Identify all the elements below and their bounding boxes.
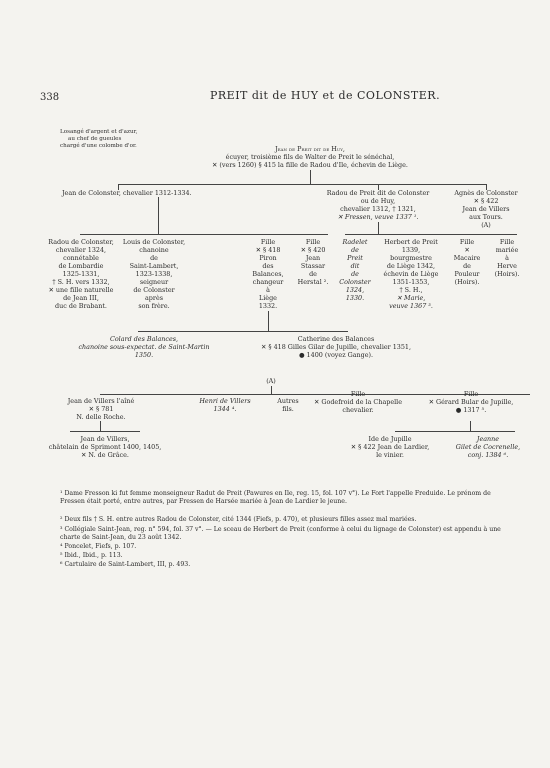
- footnote-1: ¹ Dame Fresson ki fut femme monseigneur Radut de Preit (Pawures en Ile, reg. 15, fol. 107 v°). Le Fort l'appelle Freduide. Le prénom de Fressen était porté, entre autres, par Fressen de Harsée mariée à Jean de Lardier le jeune.: [60, 490, 491, 505]
- person-line: Saint-Lambert,: [129, 262, 179, 270]
- person-line: ✕ § 418 Gilles Gilar de Jupille, chevalier 1351,: [260, 343, 412, 351]
- person-jean-de-villers-aine: [56, 397, 146, 421]
- person-line: Jean de Villers: [462, 205, 510, 213]
- person-line: à: [266, 286, 270, 294]
- person-line: ✕ une fille naturelle: [48, 286, 114, 294]
- person-line: ✕ Gérard Bular de Jupille,: [428, 398, 514, 406]
- root-person: [200, 145, 420, 169]
- person-line: de Liège 1342,: [386, 262, 436, 270]
- person-line: Catherine des Balances: [297, 335, 375, 343]
- person-line: Radou de Colonster,: [48, 238, 114, 246]
- tree-line: [470, 421, 471, 431]
- person-line: † S. H.,: [399, 286, 423, 294]
- person-line: aux Tours.: [469, 213, 503, 221]
- person-line: Fille: [463, 390, 479, 398]
- person-line: Gilet de Cocrenelle,: [455, 443, 521, 451]
- person-fille-stassar: [292, 238, 334, 286]
- person-catherine-des-balances: [236, 335, 436, 359]
- person-line: de: [150, 254, 158, 262]
- person-line: chevalier 1324,: [55, 246, 107, 254]
- person-line: à: [505, 254, 509, 262]
- person-line: ● 1317 ⁵.: [455, 406, 487, 414]
- person-line: Radou de Preit dit de Colonster: [326, 189, 430, 197]
- person-line: des: [262, 262, 274, 270]
- person-line: Ide de Jupille: [368, 435, 412, 443]
- tree-line: [395, 431, 515, 432]
- person-line: chanoine: [139, 246, 169, 254]
- person-line: Jeanne: [476, 435, 500, 443]
- person-autres-fils: [268, 397, 308, 413]
- person-line: (Hoirs).: [494, 270, 520, 278]
- person-line: ✕ § 420: [300, 246, 326, 254]
- person-line: ✕ Fressen, veuve 1337 ¹.: [337, 213, 419, 221]
- person-line: échevin de Liège: [383, 270, 439, 278]
- page-title: PREIT dit de HUY et de COLONSTER.: [210, 89, 441, 102]
- person-line: seigneur: [139, 278, 169, 286]
- person-line: Herve: [497, 262, 517, 270]
- root-marriage: ✕ (vers 1260) § 415 la fille de Radou d'Ile, échevin de Liège.: [212, 161, 408, 169]
- person-line: 1350.: [134, 351, 154, 359]
- person-line: connétable: [63, 254, 99, 262]
- person-line: 1324,: [345, 286, 365, 294]
- person-line: ✕ § 422: [473, 197, 499, 205]
- tree-line: [268, 311, 269, 331]
- person-line: Jean de Villers,: [80, 435, 130, 443]
- person-line: Balances,: [252, 270, 284, 278]
- tree-line: [80, 234, 328, 235]
- person-line: (Hoirs).: [454, 278, 480, 286]
- person-line: Preit: [347, 254, 363, 262]
- person-line: Fille: [350, 390, 366, 398]
- person-fille-godefroid: [308, 390, 408, 414]
- person-fille-piron: [246, 238, 290, 310]
- person-line: fils.: [282, 405, 294, 413]
- blazon-text: [60, 129, 137, 150]
- person-line: ou de Huy,: [360, 197, 396, 205]
- person-herbert-de-preit: [376, 238, 446, 310]
- person-line: 1344 ⁴.: [213, 405, 237, 413]
- tree-line: [310, 170, 311, 184]
- person-line: changeur: [252, 278, 284, 286]
- person-line: chevalier.: [342, 406, 374, 414]
- person-louis-de-colonster: [118, 238, 190, 310]
- tree-line: [70, 431, 140, 432]
- person-line: Colonster: [339, 278, 371, 286]
- tree-line: [100, 421, 101, 431]
- person-line: après: [144, 294, 164, 302]
- person-line: son frère.: [138, 302, 170, 310]
- person-jean-de-villers-chatelain: [30, 435, 180, 459]
- person-line: de: [463, 262, 471, 270]
- person-line: Herstal ².: [297, 278, 329, 286]
- person-line: mariée: [495, 246, 519, 254]
- person-line: Stassar: [300, 262, 326, 270]
- person-line: duc de Brabant.: [55, 302, 107, 310]
- section-a-label: (A): [266, 377, 276, 385]
- person-line: Radelet: [342, 238, 368, 246]
- root-title: écuyer, troisième fils de Walter de Preit le sénéchal,: [225, 153, 395, 161]
- person-colard-des-balances: [64, 335, 224, 359]
- tree-line: [118, 184, 486, 185]
- person-line: Agnès de Colonster: [454, 189, 518, 197]
- person-line: 1323-1338,: [135, 270, 173, 278]
- person-line: de: [351, 246, 359, 254]
- person-ide-de-jupille: [340, 435, 440, 459]
- tree-line: [345, 234, 517, 235]
- person-line: ✕ N. de Grâce.: [81, 451, 129, 459]
- person-line: Piron: [259, 254, 277, 262]
- footnote-5: ⁵ Ibid., Ibid., p. 113.: [60, 552, 123, 559]
- person-line: ✕ Godefroid de la Chapelle: [314, 398, 402, 406]
- person-radou-de-colonster: [45, 238, 117, 310]
- person-line: Autres: [277, 397, 299, 405]
- person-line: de: [351, 270, 359, 278]
- tree-line: [158, 197, 159, 234]
- person-line: 1332.: [258, 302, 278, 310]
- tree-line: [378, 222, 379, 234]
- person-line: ● 1400 (voyez Gange).: [298, 351, 374, 359]
- person-line: Pouleur: [454, 270, 480, 278]
- person-line: dit: [350, 262, 360, 270]
- person-line: Jean de Villers l'aîné: [67, 397, 135, 405]
- footnote-2: ² Deux fils † S. H. entre autres Radou de Colonster, cité 1344 (Fiefs, p. 470), et plusieurs filles assez mal mariées.: [60, 516, 417, 523]
- person-line: ✕ § 422 Jean de Lardier,: [350, 443, 430, 451]
- person-line: 1325-1331,: [62, 270, 100, 278]
- blazon-line: au chef de gueules: [68, 136, 122, 142]
- person-line: de Lombardie: [58, 262, 104, 270]
- person-fille-bular: [416, 390, 526, 414]
- person-line: 1330.: [345, 294, 365, 302]
- page-number: 338: [40, 92, 60, 103]
- person-jean-de-colonster: Jean de Colonster, chevalier 1312-1334.: [62, 189, 192, 197]
- person-line: chanoine sous-expectat. de Saint-Martin: [78, 343, 210, 351]
- person-line: de: [309, 270, 317, 278]
- ref-a: (A): [481, 221, 491, 229]
- person-line: ✕ § 781: [88, 405, 114, 413]
- tree-line: [138, 331, 348, 332]
- person-jeanne: [448, 435, 528, 459]
- footnote-4: ⁴ Poncelet, Fiefs, p. 107.: [60, 543, 137, 550]
- blazon-line: Losangé d'argent et d'azur,: [60, 129, 138, 135]
- person-henri-de-villers: [190, 397, 260, 413]
- person-line: Henri de Villers: [199, 397, 251, 405]
- root-name: Jean de Preit dit de Huy,: [275, 145, 345, 153]
- person-line: Fille: [459, 238, 475, 246]
- person-line: N. delle Roche.: [76, 413, 126, 421]
- person-line: châtelain de Sprimont 1400, 1405,: [48, 443, 162, 451]
- person-fille-macaire: [448, 238, 486, 286]
- footnote-3: ³ Collégiale Saint-Jean, reg. n° 594, fol. 37 v°. — Le sceau de Herbert de Preit (conforme à celui du lignage de Colonster) est appendu à une charte de Saint-Jean, du 23 août 1342.: [60, 526, 501, 541]
- person-radelet: [336, 238, 374, 302]
- person-line: Herbert de Preit: [384, 238, 438, 246]
- person-line: veuve 1367 ³.: [389, 302, 433, 310]
- person-line: † S. H. vers 1332,: [52, 278, 110, 286]
- person-line: bourgmestre: [390, 254, 432, 262]
- person-line: 1339,: [401, 246, 421, 254]
- person-line: 1351-1353,: [392, 278, 430, 286]
- person-line: Fille: [499, 238, 515, 246]
- person-line: ✕ Marie,: [396, 294, 426, 302]
- person-line: Macaire: [453, 254, 481, 262]
- person-line: Louis de Colonster,: [122, 238, 186, 246]
- person-line: ✕: [464, 246, 470, 254]
- person-line: Fille: [305, 238, 321, 246]
- person-line: Jean: [305, 254, 321, 262]
- person-line: Liège: [259, 294, 277, 302]
- person-line: Colard des Balances,: [109, 335, 179, 343]
- person-radou-de-preit: [323, 189, 433, 221]
- person-line: Fille: [260, 238, 276, 246]
- person-line: de Colonster: [133, 286, 175, 294]
- tree-line: [271, 386, 272, 394]
- person-fille-herve: [488, 238, 526, 278]
- person-line: le vinier.: [376, 451, 404, 459]
- person-line: de Jean III,: [63, 294, 99, 302]
- person-agnes-de-colonster: [444, 189, 528, 229]
- person-line: ✕ § 418: [255, 246, 281, 254]
- person-line: chevalier 1312, † 1321,: [340, 205, 416, 213]
- blazon-line: chargé d'une colombe d'or.: [60, 143, 137, 149]
- person-line: conj. 1384 ⁶.: [467, 451, 509, 459]
- footnote-6: ⁶ Cartulaire de Saint-Lambert, III, p. 493.: [60, 561, 191, 568]
